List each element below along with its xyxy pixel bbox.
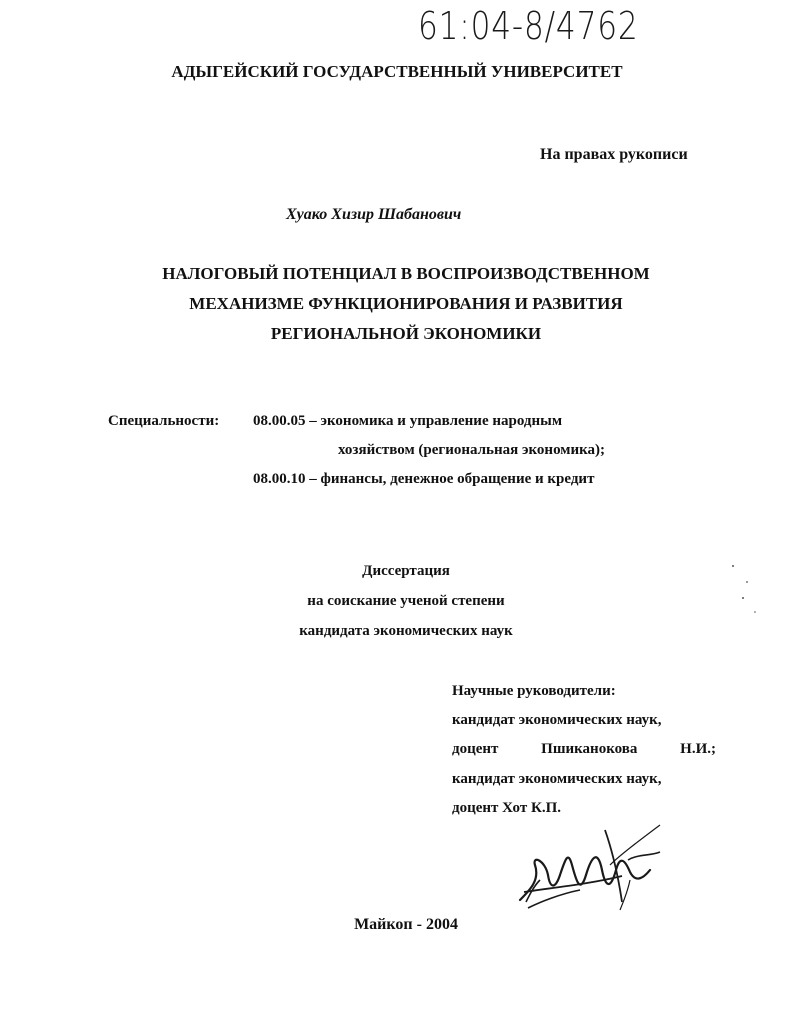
specialties-label: Специальности: — [108, 413, 220, 429]
advisor-2-name: доцент Хот К.П. — [452, 800, 561, 816]
manuscript-rights-note: На правах рукописи — [540, 146, 688, 163]
advisor-2-degree: кандидат экономических наук, — [452, 771, 662, 787]
advisor-1-surname: Пшиканокова — [541, 741, 638, 757]
advisor-1-name-line — [452, 741, 716, 758]
city-year: Майкоп - 2004 — [354, 916, 458, 933]
advisor-1-initials: Н.И.; — [680, 741, 716, 757]
author-name: Хуако Хизир Шабанович — [286, 206, 462, 223]
scan-specks — [725, 560, 765, 620]
advisor-1-title: доцент — [452, 741, 499, 757]
title-line-2: МЕХАНИЗМЕ ФУНКЦИОНИРОВАНИЯ И РАЗВИТИЯ — [189, 294, 623, 313]
title-line-1: НАЛОГОВЫЙ ПОТЕНЦИАЛ В ВОСПРОИЗВОДСТВЕННОМ — [162, 264, 650, 283]
university-name: АДЫГЕЙСКИЙ ГОСУДАРСТВЕННЫЙ УНИВЕРСИТЕТ — [171, 62, 623, 81]
specialty-1-line-1: 08.00.05 – экономика и управление народным — [253, 413, 563, 429]
dissertation-heading: Диссертация — [362, 563, 450, 579]
archive-number-handwritten: 61:04-8/4762 — [418, 4, 639, 48]
specialty-2: 08.00.10 – финансы, денежное обращение и кредит — [253, 471, 595, 487]
title-line-3: РЕГИОНАЛЬНОЙ ЭКОНОМИКИ — [270, 324, 542, 343]
signature-image — [510, 820, 670, 920]
dissertation-field-line: кандидата экономических наук — [299, 623, 513, 639]
specialty-1-line-2: хозяйством (региональная экономика); — [338, 442, 606, 458]
advisor-1-degree: кандидат экономических наук, — [452, 712, 662, 728]
advisors-heading: Научные руководители: — [452, 683, 616, 699]
dissertation-degree-line: на соискание ученой степени — [307, 593, 505, 609]
